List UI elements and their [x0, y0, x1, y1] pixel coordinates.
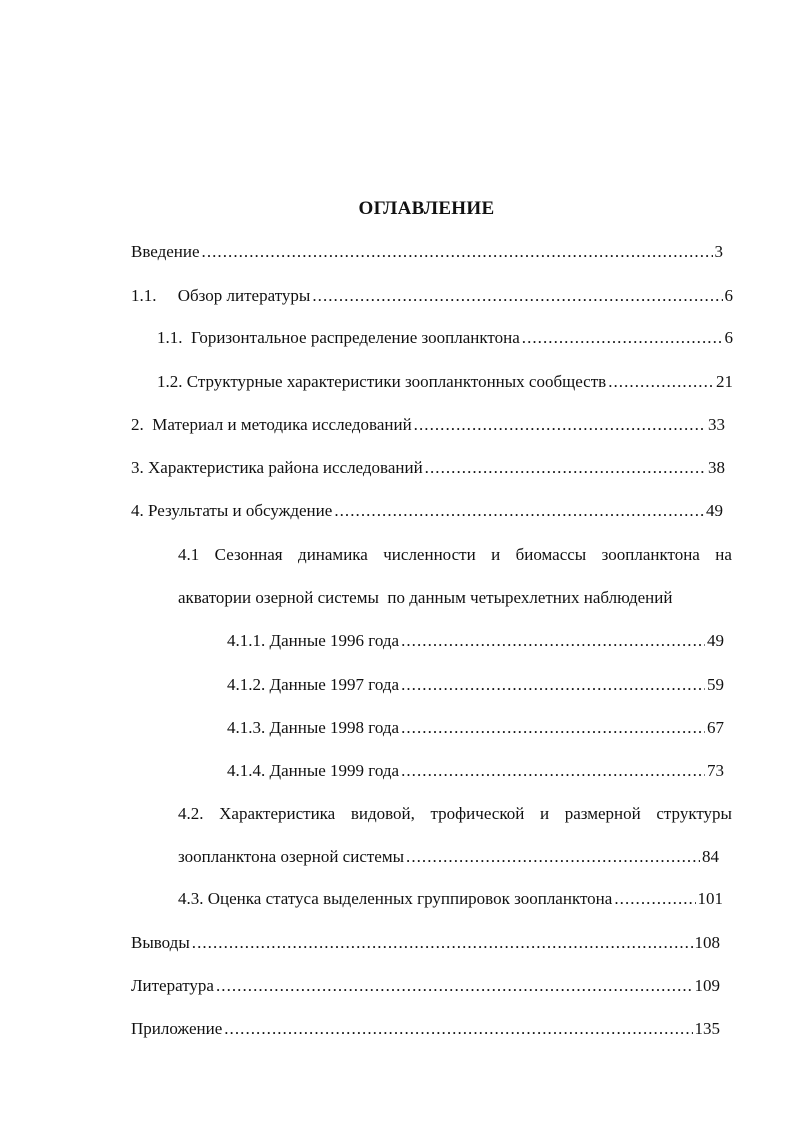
toc-word: численности	[383, 545, 476, 564]
toc-entry-1-2[interactable]	[157, 370, 733, 394]
toc-entry-conclusions[interactable]	[131, 931, 720, 955]
toc-entry-4-1-2[interactable]	[227, 673, 724, 697]
toc-entry-4-1-4[interactable]	[227, 759, 724, 783]
dot-leader	[522, 326, 723, 350]
toc-label: зоопланктона озерной системы	[178, 847, 405, 866]
toc-entry-1-1[interactable]	[131, 284, 733, 308]
toc-page-number: 49	[706, 501, 723, 520]
toc-word: и	[539, 804, 550, 823]
toc-entry-4[interactable]	[131, 499, 723, 523]
toc-entry-4-2-line2[interactable]	[178, 845, 719, 869]
page-title: ОГЛАВЛЕНИЕ	[358, 198, 495, 219]
toc-label: 4.1.1. Данные 1996 года	[227, 631, 400, 650]
toc-label: 4.1.2. Данные 1997 года	[227, 675, 400, 694]
toc-label: 4.3. Оценка статуса выделенных группировок зоопланктона	[178, 889, 613, 908]
toc-label: 4. Результаты и обсуждение	[131, 501, 333, 520]
toc-word: трофической	[430, 804, 525, 823]
toc-entry-literature[interactable]	[131, 974, 720, 998]
toc-page-number: 84	[702, 847, 719, 866]
toc-page-number: 3	[714, 242, 723, 261]
toc-label: 1.2. Структурные характеристики зоопланктонных сообществ	[157, 372, 607, 391]
dot-leader	[192, 931, 693, 955]
toc-page-number: 108	[694, 933, 720, 952]
toc-word: Сезонная	[214, 545, 283, 564]
toc-word: динамика	[298, 545, 368, 564]
toc-label: 1.1. Обзор литературы	[131, 286, 311, 305]
toc-page-number: 109	[694, 976, 720, 995]
dot-leader	[224, 1017, 692, 1041]
toc-word: и	[491, 545, 501, 564]
dot-leader	[425, 456, 706, 480]
toc-entry-1-1-sub[interactable]	[157, 326, 733, 350]
toc-word: структуры	[656, 804, 732, 823]
toc-entry-4-3[interactable]	[178, 887, 723, 911]
toc-page-number: 101	[697, 889, 723, 908]
toc-entry-3[interactable]	[131, 456, 725, 480]
toc-entry-4-2-line1[interactable]	[178, 802, 732, 826]
dot-leader	[401, 673, 705, 697]
dot-leader	[216, 974, 693, 998]
dot-leader	[401, 629, 705, 653]
toc-label: 4.1.4. Данные 1999 года	[227, 761, 400, 780]
toc-page-number: 21	[716, 372, 733, 391]
toc-page-number: 33	[708, 415, 725, 434]
toc-label: 1.1. Горизонтальное распределение зоопланктона	[157, 328, 520, 347]
toc-word: 4.2.	[178, 804, 204, 823]
toc-label: Выводы	[131, 933, 190, 952]
dot-leader	[401, 716, 705, 740]
dot-leader	[614, 887, 695, 911]
toc-page-number: 38	[708, 458, 725, 477]
dot-leader	[202, 240, 713, 264]
toc-page-number: 67	[707, 718, 724, 737]
toc-word: размерной	[564, 804, 641, 823]
dot-leader	[608, 370, 714, 394]
toc-entry-intro[interactable]	[131, 240, 723, 264]
toc-entry-4-1-line2[interactable]	[178, 586, 732, 610]
toc-page-number: 59	[707, 675, 724, 694]
toc-label: акватории озерной системы по данным четырехлетних наблюдений	[178, 588, 673, 607]
toc-page-number: 73	[707, 761, 724, 780]
toc-label: 2. Материал и методика исследований	[131, 415, 412, 434]
toc-page-number: 49	[707, 631, 724, 650]
toc-label: Введение	[131, 242, 200, 261]
toc-word: биомассы	[515, 545, 587, 564]
toc-entry-2[interactable]	[131, 413, 725, 437]
toc-label: Приложение	[131, 1019, 223, 1038]
dot-leader	[312, 284, 722, 308]
toc-label: Литература	[131, 976, 214, 995]
toc-word: 4.1	[178, 545, 200, 564]
dot-leader	[406, 845, 700, 869]
toc-word: видовой,	[350, 804, 415, 823]
dot-leader	[334, 499, 704, 523]
dot-leader	[401, 759, 705, 783]
toc-word: на	[715, 545, 732, 564]
toc-page-number: 6	[724, 328, 733, 347]
toc-entry-appendix[interactable]	[131, 1017, 720, 1041]
toc-entry-4-1-1[interactable]	[227, 629, 724, 653]
toc-page-number: 6	[724, 286, 733, 305]
toc-word: зоопланктона	[601, 545, 700, 564]
toc-label: 3. Характеристика района исследований	[131, 458, 423, 477]
toc-entry-4-1-line1[interactable]	[178, 543, 732, 567]
toc-word: Характеристика	[219, 804, 336, 823]
toc-label: 4.1.3. Данные 1998 года	[227, 718, 400, 737]
toc-entry-4-1-3[interactable]	[227, 716, 724, 740]
dot-leader	[414, 413, 706, 437]
toc-page-number: 135	[694, 1019, 720, 1038]
